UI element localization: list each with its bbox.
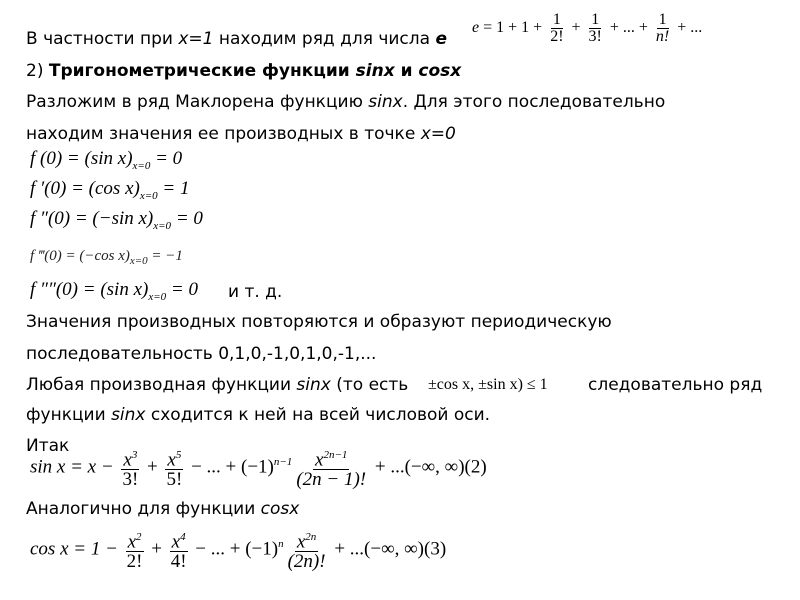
frac-1-3fact [587, 12, 604, 45]
text: Аналогично для функции [26, 499, 261, 519]
x-equals-0: x=0 [420, 124, 456, 144]
plus: + [146, 538, 167, 560]
tail: + ... [673, 19, 703, 37]
num-base: x [123, 449, 132, 471]
e-series-formula [472, 12, 702, 45]
intro-prefix: В частности при [26, 29, 179, 49]
frac-1-nfact [654, 12, 671, 45]
sinx: sinx [296, 375, 331, 395]
deriv-rhs: = 0 [150, 148, 183, 169]
deriv-lhs: f ‴(0) = (−cos x) [30, 248, 130, 264]
frac-den: n! [655, 28, 670, 45]
plus: + [142, 456, 163, 478]
num-base: x [167, 449, 176, 471]
deriv-sub: x=0 [132, 159, 151, 172]
num-base: x [171, 531, 181, 553]
cos-lhs: cos x = 1 − [30, 538, 123, 560]
heading-and: и [394, 61, 419, 81]
para1-line1 [26, 92, 665, 112]
frac-den: 4! [170, 551, 187, 573]
heading-number: 2) [26, 61, 49, 81]
derivative-0 [30, 148, 182, 172]
para3-line2 [26, 405, 490, 425]
text: . Для этого последовательно [402, 92, 666, 112]
text: функции [26, 405, 112, 425]
frac-num: 1 [552, 11, 561, 28]
heading-title: Тригонометрические функции [48, 61, 356, 81]
para1-line2 [26, 124, 456, 144]
frac-num [126, 528, 144, 552]
frac-den: 3! [122, 469, 139, 491]
num-exp: 2n−1 [323, 449, 348, 461]
tail: + ...(−∞, ∞)(2) [370, 456, 487, 478]
frac-den: (2n − 1)! [296, 469, 367, 491]
frac-x2 [125, 528, 145, 572]
num-exp: 5 [175, 449, 182, 461]
deriv-sub: x=0 [139, 189, 158, 202]
frac-den: (2n)! [287, 551, 326, 573]
num-exp: 4 [180, 531, 186, 543]
frac-x5 [164, 446, 184, 490]
inequality: ±cos x, ±sin x) ≤ 1 [428, 376, 548, 393]
frac-den: 5! [166, 469, 183, 491]
text: (то есть [330, 375, 409, 395]
deriv-rhs: = 0 [171, 208, 203, 229]
etc-text: и т. д. [228, 282, 283, 302]
frac-num [165, 446, 183, 470]
text: Любая производная функции [26, 375, 297, 395]
power: n [278, 538, 284, 551]
sinx: sinx [111, 405, 146, 425]
frac-general [294, 446, 368, 490]
heading-sinx: sinx [355, 61, 395, 81]
x-equals-1: x=1 [178, 29, 214, 49]
cosx: cosx [260, 499, 300, 519]
frac-x4 [169, 528, 189, 572]
deriv-lhs: f (0) = (sin x) [30, 148, 133, 169]
para3-line1 [26, 375, 408, 395]
deriv-lhs: f ′(0) = (cos x) [30, 178, 140, 199]
num-base: x [315, 449, 324, 471]
num-exp: 3 [131, 449, 138, 461]
text: сходится к ней на всей числовой оси. [145, 405, 491, 425]
ellipsis: + ... + [605, 19, 652, 37]
cos-series-formula [30, 528, 446, 572]
frac-x3 [120, 446, 140, 490]
intro-line [26, 29, 447, 49]
frac-den: 2! [550, 28, 564, 45]
frac-num [121, 446, 139, 470]
deriv-rhs: = −1 [147, 248, 183, 264]
para2-line2: последовательность 0,1,0,-1,0,1,0,-1,... [26, 344, 377, 364]
number-e: e [435, 29, 447, 49]
itak-label: Итак [26, 436, 70, 456]
mid: − ... + (−1) [186, 456, 274, 478]
intro-mid: находим ряд для числа [213, 29, 436, 49]
deriv-sub: x=0 [129, 255, 148, 267]
mid: − ... + (−1) [190, 538, 279, 560]
derivative-3 [30, 248, 183, 267]
plus: + [567, 19, 585, 37]
frac-num: 1 [658, 11, 667, 28]
power: n−1 [273, 456, 293, 469]
derivative-4 [30, 279, 198, 303]
deriv-rhs: = 1 [157, 178, 190, 199]
frac-num [170, 528, 188, 552]
analog-line [26, 499, 299, 519]
para3-line1-end: следовательно ряд [588, 375, 763, 395]
frac-num [295, 528, 318, 552]
sin-series-formula [30, 446, 487, 490]
deriv-lhs: f ″(0) = (−sin x) [30, 208, 154, 229]
deriv-sub: x=0 [148, 290, 167, 303]
section-heading [26, 61, 461, 81]
num-base: x [127, 531, 137, 553]
frac-num [313, 446, 349, 470]
para2-line1: Значения производных повторяются и образуют периодическую [26, 312, 612, 332]
sin-lhs: sin x = x − [30, 456, 119, 478]
num-exp: 2 [136, 531, 142, 543]
e-eq: = 1 + 1 + [479, 19, 547, 37]
num-base: x [296, 531, 306, 553]
e-symbol: e [472, 19, 480, 37]
tail: + ...(−∞, ∞)(3) [329, 538, 447, 560]
frac-1-2fact [548, 12, 565, 45]
derivative-2 [30, 208, 203, 232]
frac-den: 3! [588, 28, 602, 45]
derivative-1 [30, 178, 189, 202]
frac-general [286, 528, 328, 572]
text: Разложим в ряд Маклорена функцию [26, 92, 369, 112]
frac-den: 2! [126, 551, 143, 573]
deriv-sub: x=0 [153, 219, 172, 232]
frac-num: 1 [591, 11, 600, 28]
heading-cosx: cosx [418, 61, 462, 81]
sinx: sinx [368, 92, 403, 112]
deriv-lhs: f ″″(0) = (sin x) [30, 279, 149, 300]
num-exp: 2n [305, 531, 317, 543]
text: находим значения ее производных в точке [26, 124, 421, 144]
deriv-rhs: = 0 [166, 279, 198, 300]
